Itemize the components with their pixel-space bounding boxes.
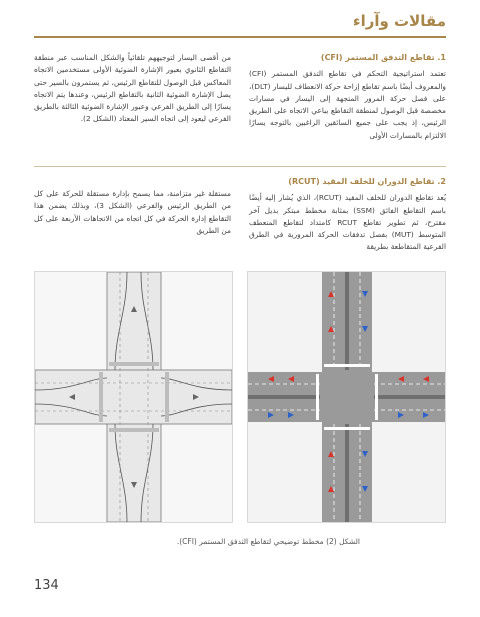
paragraph-cfi-continued: من أقصى اليسار لتوجيههم تلقائياً والشكل المناسب عبر منطقة التقاطع الثانوي بعبور الإشارة الضوئية الأولى مستخدمين الاتجاه المعاكس قبل الوصول للتقاطع الرئيس، ثم يستمرون بالسير حتى يصل الإشارة الضوئية الثانية بالتقاطع الرئيس، وعندها يتم الاتجاه يسارًا إلى الطريق الفرعي وعبور الإشارة الضوئية الثالثة بالطريق الفرعي ليعود إلى اتجاه السير المعتاد (الشكل 2). (34, 53, 231, 124)
section-divider (34, 166, 446, 167)
median-south (345, 424, 349, 522)
section-heading-cfi: 1. تقاطع التدفق المستمر (CFI) (320, 53, 446, 62)
page-header-title: مقالات وآراء (352, 12, 446, 30)
cfi-lane-diagram (248, 272, 445, 522)
figure-caption: الشكل (2) مخطط توضيحي لتقاطع التدفق المستمر (CFI). (176, 537, 360, 546)
figure-cfi-plan-view (34, 271, 233, 523)
page-number: 134 (34, 578, 59, 593)
cfi-plan-diagram (35, 272, 232, 522)
header-divider (34, 36, 446, 38)
paragraph-cfi: تعتمد استراتيجية التحكم في تقاطع التدفق المستمر (CFI) والمعروف أيضًا باسم تقاطع إزاحة حركة الانعطاف لليسار (DLT)، على فصل حركة المرور المتجهة إلى اليسار في مسارات مخصصة قبل الوصول لمنطقة التقاطع بباعي الاتجاه على الطريق الرئيس، إذ يجب على جميع السائقين الراغبين بالتوجه يسارًا الالتزام بالمسارات الأولى (249, 69, 446, 140)
right-column-top (249, 52, 446, 142)
median-east (374, 395, 445, 399)
paragraph-rcut: يُعد تقاطع الدوران للخلف المقيد (RCUT)، الذي يُشار إليه أيضًا باسم التقاطع الفائق (SSM) بمثابة مخطط مبتكر بديل آخر مقترح، ثم تطوير تقاطع RCUT كامتداد لتقاطع المنعطف المتوسط (MUT) بفصل تدفقات الحركة المرورية في الطرق الفرعية المتقاطعة بطريقة (249, 193, 446, 252)
median-west (248, 395, 320, 399)
paragraph-rcut-continued: مستقلة غير متزامنة، مما يسمح بإدارة مستقلة للحركة على كل من الطريق الرئيس والفرعي (الشكل 3)، وبذلك يضمن هذا التقاطع إدارة الحركة في كل اتجاه من الاتجاهات الأربعة على كل من الطريق (34, 189, 232, 235)
median-north (345, 272, 349, 370)
left-column-top (34, 52, 231, 126)
right-column-bottom (249, 176, 446, 254)
section-heading-rcut: 2. تقاطع الدوران للخلف المقيد (RCUT) (288, 177, 446, 186)
left-column-bottom (34, 188, 231, 237)
figure-cfi-lane-schematic (247, 271, 446, 523)
